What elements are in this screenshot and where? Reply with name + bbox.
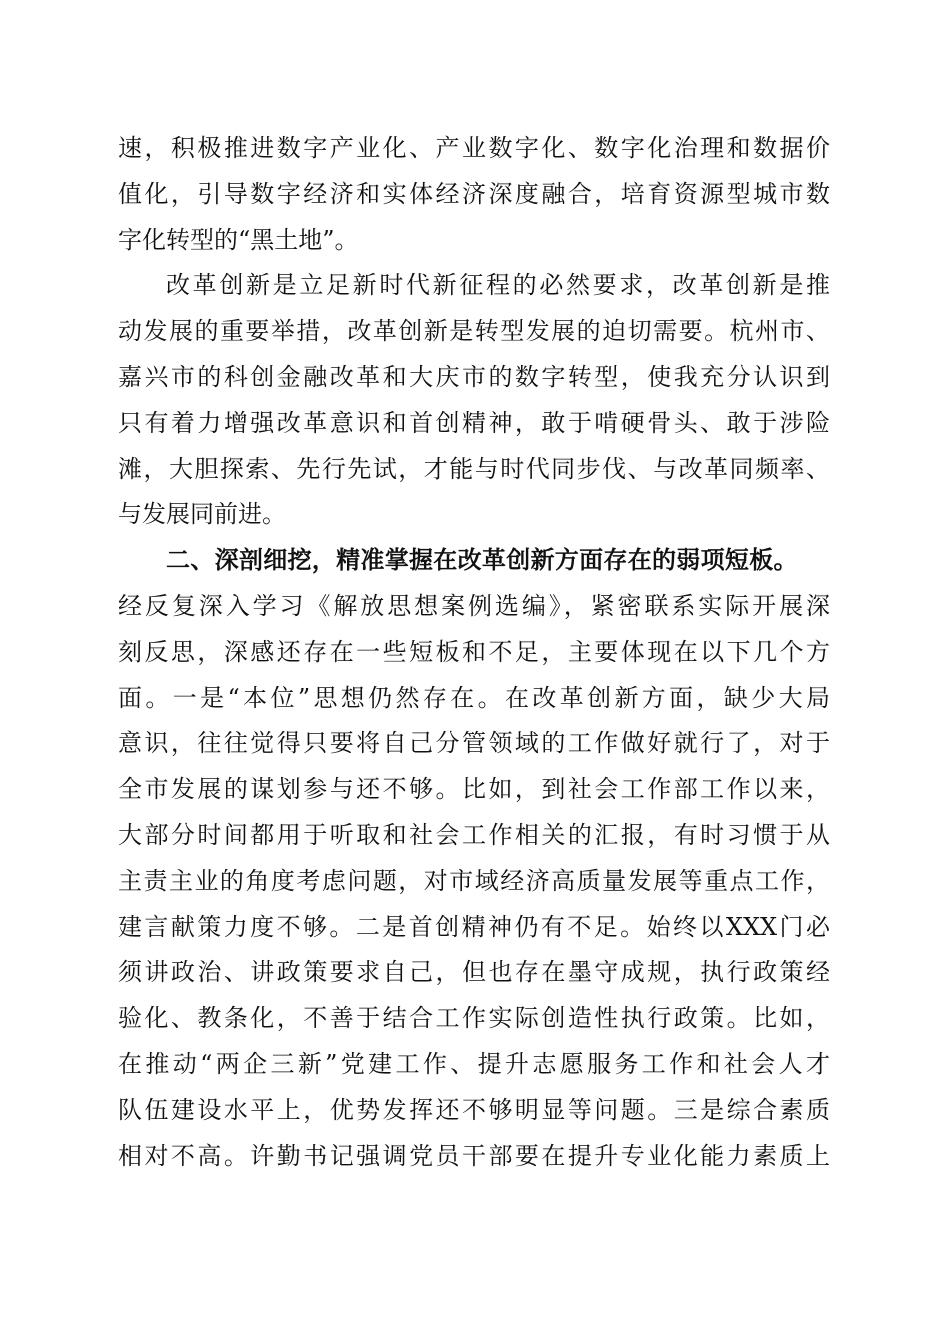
paragraph-weaknesses [118,538,830,1179]
text-line: 大部分时间都用于听取和社会工作相关的汇报，有时习惯于从 [118,820,830,849]
document-body [118,126,830,1179]
text-line: 验化、教条化，不善于结合工作实际创造性执行政策。比如， [118,1004,830,1033]
text-line: 动发展的重要举措，改革创新是转型发展的迫切需要。杭州市、 [118,317,830,346]
text-line: 改革创新是立足新时代新征程的必然要求，改革创新是推 [166,271,830,300]
text-line: 建言献策力度不够。二是首创精神仍有不足。始终以XXX门必 [118,912,830,941]
text-line: 须讲政治、讲政策要求自己，但也存在墨守成规，执行政策经 [118,958,830,987]
text-line: 值化，引导数字经济和实体经济深度融合，培育资源型城市数 [118,179,830,208]
text-line: 队伍建设水平上，优势发挥还不够明显等问题。三是综合素质 [118,1095,830,1124]
text-line: 只有着力增强改革意识和首创精神，敢于啃硬骨头、敢于涉险 [118,408,830,437]
text-line: 在推动“两企三新”党建工作、提升志愿服务工作和社会人才 [118,1049,830,1078]
text-line: 经反复深入学习《解放思想案例选编》，紧密联系实际开展深 [118,591,830,620]
text-line: 全市发展的谋划参与还不够。比如，到社会工作部工作以来， [118,775,830,804]
text-line: 速，积极推进数字产业化、产业数字化、数字化治理和数据价 [118,134,830,162]
text-line: 面。一是“本位”思想仍然存在。在改革创新方面，缺少大局 [118,683,830,712]
text-line: 意识，往往觉得只要将自己分管领域的工作做好就行了，对于 [118,729,830,758]
text-line: 滩，大胆探索、先行先试，才能与时代同步伐、与改革同频率、 [118,454,830,483]
section-heading: 二、深剖细挖，精准掌握在改革创新方面存在的弱项短板。 [166,546,798,575]
text-line: 刻反思，深感还存在一些短板和不足，主要体现在以下几个方 [118,637,830,666]
text-line: 字化转型的“黑土地”。 [118,225,359,254]
text-line: 嘉兴市的科创金融改革和大庆市的数字转型，使我充分认识到 [118,362,830,391]
paragraph-digital-transformation [118,126,830,263]
text-line: 相对不高。许勤书记强调党员干部要在提升专业化能力素质上 [118,1141,830,1170]
paragraph-reform-innovation [118,263,830,538]
text-line: 主责主业的角度考虑问题，对市域经济高质量发展等重点工作， [118,866,830,895]
text-line: 与发展同前进。 [118,500,286,529]
